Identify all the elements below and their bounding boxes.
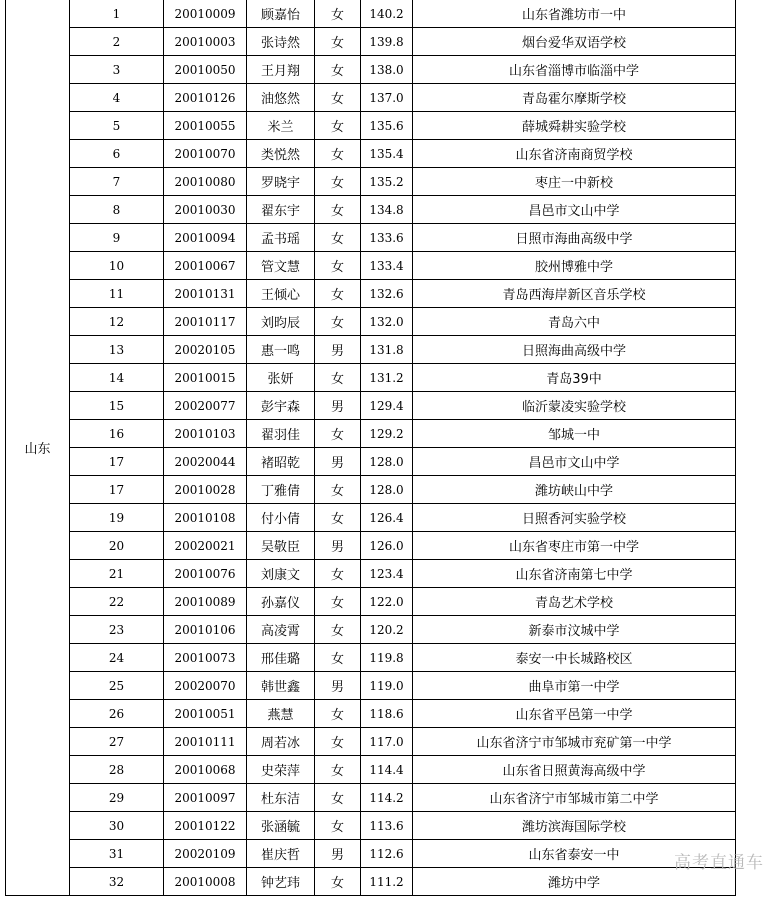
rank-cell: 30 (70, 812, 164, 840)
gender-cell: 女 (315, 784, 361, 812)
table-row (6, 560, 736, 588)
score-cell: 114.2 (361, 784, 413, 812)
gender-cell: 女 (315, 364, 361, 392)
watermark: 高考直通车 (674, 853, 764, 873)
gender-cell: 女 (315, 84, 361, 112)
gender-cell: 女 (315, 504, 361, 532)
table-row (6, 56, 736, 84)
school-cell: 潍坊中学 (413, 868, 736, 896)
table-row (6, 588, 736, 616)
score-cell: 133.6 (361, 224, 413, 252)
table-row (6, 28, 736, 56)
name-cell: 惠一鸣 (247, 336, 315, 364)
gender-cell: 女 (315, 28, 361, 56)
table-row (6, 112, 736, 140)
gender-cell: 女 (315, 588, 361, 616)
school-cell: 山东省平邑第一中学 (413, 700, 736, 728)
gender-cell: 女 (315, 420, 361, 448)
rank-cell: 28 (70, 756, 164, 784)
gender-cell: 女 (315, 224, 361, 252)
gender-cell: 女 (315, 112, 361, 140)
table-row (6, 84, 736, 112)
rank-cell: 26 (70, 700, 164, 728)
score-cell: 138.0 (361, 56, 413, 84)
score-cell: 123.4 (361, 560, 413, 588)
name-cell: 王倾心 (247, 280, 315, 308)
score-cell: 131.2 (361, 364, 413, 392)
score-cell: 119.0 (361, 672, 413, 700)
name-cell: 米兰 (247, 112, 315, 140)
id-cell: 20010094 (164, 224, 247, 252)
score-cell: 139.8 (361, 28, 413, 56)
school-cell: 胶州博雅中学 (413, 252, 736, 280)
name-cell: 张涵毓 (247, 812, 315, 840)
score-cell: 129.2 (361, 420, 413, 448)
score-cell: 119.8 (361, 644, 413, 672)
school-cell: 昌邑市文山中学 (413, 448, 736, 476)
id-cell: 20010108 (164, 504, 247, 532)
table-row (6, 812, 736, 840)
name-cell: 油悠然 (247, 84, 315, 112)
school-cell: 日照市海曲高级中学 (413, 224, 736, 252)
table-body (6, 0, 736, 896)
gender-cell: 女 (315, 168, 361, 196)
school-cell: 烟台爱华双语学校 (413, 28, 736, 56)
table-row (6, 0, 736, 28)
name-cell: 张妍 (247, 364, 315, 392)
table-row (6, 392, 736, 420)
score-cell: 140.2 (361, 0, 413, 28)
school-cell: 青岛西海岸新区音乐学校 (413, 280, 736, 308)
id-cell: 20010076 (164, 560, 247, 588)
name-cell: 刘昀辰 (247, 308, 315, 336)
table-row (6, 420, 736, 448)
rank-cell: 6 (70, 140, 164, 168)
name-cell: 彭宇森 (247, 392, 315, 420)
score-cell: 135.6 (361, 112, 413, 140)
rank-cell: 22 (70, 588, 164, 616)
rank-cell: 9 (70, 224, 164, 252)
score-cell: 122.0 (361, 588, 413, 616)
gender-cell: 男 (315, 532, 361, 560)
table-row (6, 140, 736, 168)
id-cell: 20010126 (164, 84, 247, 112)
gender-cell: 男 (315, 336, 361, 364)
table-row (6, 644, 736, 672)
id-cell: 20010030 (164, 196, 247, 224)
rank-cell: 21 (70, 560, 164, 588)
name-cell: 吴敬臣 (247, 532, 315, 560)
rank-cell: 2 (70, 28, 164, 56)
name-cell: 燕慧 (247, 700, 315, 728)
id-cell: 20010055 (164, 112, 247, 140)
table-row (6, 840, 736, 868)
rank-cell: 8 (70, 196, 164, 224)
id-cell: 20010009 (164, 0, 247, 28)
score-cell: 114.4 (361, 756, 413, 784)
table-row (6, 448, 736, 476)
rank-cell: 12 (70, 308, 164, 336)
school-cell: 昌邑市文山中学 (413, 196, 736, 224)
gender-cell: 男 (315, 392, 361, 420)
gender-cell: 男 (315, 448, 361, 476)
rank-cell: 31 (70, 840, 164, 868)
school-cell: 山东省泰安一中 (413, 840, 736, 868)
rank-cell: 1 (70, 0, 164, 28)
name-cell: 史荣萍 (247, 756, 315, 784)
name-cell: 管文慧 (247, 252, 315, 280)
school-cell: 山东省枣庄市第一中学 (413, 532, 736, 560)
gender-cell: 女 (315, 0, 361, 28)
rank-cell: 23 (70, 616, 164, 644)
rank-cell: 11 (70, 280, 164, 308)
table-row (6, 504, 736, 532)
name-cell: 王月翔 (247, 56, 315, 84)
table-row (6, 784, 736, 812)
rank-cell: 7 (70, 168, 164, 196)
school-cell: 临沂蒙凌实验学校 (413, 392, 736, 420)
school-cell: 薛城舜耕实验学校 (413, 112, 736, 140)
school-cell: 邹城一中 (413, 420, 736, 448)
school-cell: 青岛艺术学校 (413, 588, 736, 616)
id-cell: 20010051 (164, 700, 247, 728)
table-row (6, 700, 736, 728)
id-cell: 20010117 (164, 308, 247, 336)
id-cell: 20020021 (164, 532, 247, 560)
score-cell: 133.4 (361, 252, 413, 280)
rank-cell: 15 (70, 392, 164, 420)
name-cell: 张诗然 (247, 28, 315, 56)
gender-cell: 女 (315, 196, 361, 224)
school-cell: 山东省济南第七中学 (413, 560, 736, 588)
name-cell: 丁雅倩 (247, 476, 315, 504)
school-cell: 青岛39中 (413, 364, 736, 392)
gender-cell: 女 (315, 812, 361, 840)
score-cell: 134.8 (361, 196, 413, 224)
id-cell: 20010097 (164, 784, 247, 812)
score-cell: 131.8 (361, 336, 413, 364)
id-cell: 20020109 (164, 840, 247, 868)
gender-cell: 女 (315, 476, 361, 504)
rank-cell: 10 (70, 252, 164, 280)
id-cell: 20020077 (164, 392, 247, 420)
gender-cell: 女 (315, 280, 361, 308)
id-cell: 20010073 (164, 644, 247, 672)
table-row (6, 868, 736, 896)
gender-cell: 男 (315, 672, 361, 700)
school-cell: 潍坊峡山中学 (413, 476, 736, 504)
id-cell: 20010103 (164, 420, 247, 448)
table-row (6, 616, 736, 644)
table-row (6, 532, 736, 560)
gender-cell: 女 (315, 560, 361, 588)
table-row (6, 280, 736, 308)
score-cell: 132.0 (361, 308, 413, 336)
school-cell: 山东省济南商贸学校 (413, 140, 736, 168)
gender-cell: 女 (315, 308, 361, 336)
score-cell: 137.0 (361, 84, 413, 112)
school-cell: 山东省淄博市临淄中学 (413, 56, 736, 84)
table-row (6, 196, 736, 224)
score-cell: 128.0 (361, 448, 413, 476)
table-row (6, 336, 736, 364)
school-cell: 泰安一中长城路校区 (413, 644, 736, 672)
score-table (5, 0, 736, 896)
name-cell: 邢佳璐 (247, 644, 315, 672)
id-cell: 20010067 (164, 252, 247, 280)
gender-cell: 女 (315, 700, 361, 728)
id-cell: 20020044 (164, 448, 247, 476)
table-row (6, 168, 736, 196)
rank-cell: 19 (70, 504, 164, 532)
id-cell: 20010080 (164, 168, 247, 196)
table-row (6, 728, 736, 756)
school-cell: 日照香河实验学校 (413, 504, 736, 532)
table-row (6, 308, 736, 336)
rank-cell: 3 (70, 56, 164, 84)
name-cell: 孙嘉仪 (247, 588, 315, 616)
name-cell: 付小倩 (247, 504, 315, 532)
id-cell: 20010070 (164, 140, 247, 168)
name-cell: 孟书瑶 (247, 224, 315, 252)
rank-cell: 29 (70, 784, 164, 812)
school-cell: 新泰市汶城中学 (413, 616, 736, 644)
score-cell: 126.4 (361, 504, 413, 532)
id-cell: 20020070 (164, 672, 247, 700)
name-cell: 褚昭乾 (247, 448, 315, 476)
school-cell: 潍坊滨海国际学校 (413, 812, 736, 840)
gender-cell: 女 (315, 56, 361, 84)
name-cell: 周若冰 (247, 728, 315, 756)
score-cell: 113.6 (361, 812, 413, 840)
name-cell: 韩世鑫 (247, 672, 315, 700)
table-row (6, 672, 736, 700)
id-cell: 20010106 (164, 616, 247, 644)
id-cell: 20010131 (164, 280, 247, 308)
school-cell: 日照海曲高级中学 (413, 336, 736, 364)
rank-cell: 25 (70, 672, 164, 700)
id-cell: 20020105 (164, 336, 247, 364)
province-cell: 山东 (6, 0, 70, 896)
name-cell: 翟东宇 (247, 196, 315, 224)
gender-cell: 女 (315, 728, 361, 756)
id-cell: 20010068 (164, 756, 247, 784)
score-cell: 132.6 (361, 280, 413, 308)
name-cell: 类悦然 (247, 140, 315, 168)
rank-cell: 32 (70, 868, 164, 896)
rank-cell: 13 (70, 336, 164, 364)
id-cell: 20010028 (164, 476, 247, 504)
name-cell: 刘康文 (247, 560, 315, 588)
score-cell: 129.4 (361, 392, 413, 420)
gender-cell: 女 (315, 868, 361, 896)
rank-cell: 20 (70, 532, 164, 560)
school-cell: 山东省济宁市邹城市兖矿第一中学 (413, 728, 736, 756)
rank-cell: 4 (70, 84, 164, 112)
name-cell: 罗晓宇 (247, 168, 315, 196)
school-cell: 山东省日照黄海高级中学 (413, 756, 736, 784)
school-cell: 山东省济宁市邹城市第二中学 (413, 784, 736, 812)
score-cell: 135.4 (361, 140, 413, 168)
rank-cell: 5 (70, 112, 164, 140)
id-cell: 20010111 (164, 728, 247, 756)
school-cell: 青岛霍尔摩斯学校 (413, 84, 736, 112)
id-cell: 20010015 (164, 364, 247, 392)
gender-cell: 女 (315, 252, 361, 280)
name-cell: 杜东洁 (247, 784, 315, 812)
school-cell: 枣庄一中新校 (413, 168, 736, 196)
table-row (6, 252, 736, 280)
table-row (6, 364, 736, 392)
name-cell: 高凌霄 (247, 616, 315, 644)
score-cell: 128.0 (361, 476, 413, 504)
gender-cell: 女 (315, 756, 361, 784)
rank-cell: 14 (70, 364, 164, 392)
rank-cell: 24 (70, 644, 164, 672)
gender-cell: 男 (315, 840, 361, 868)
id-cell: 20010008 (164, 868, 247, 896)
table-row (6, 756, 736, 784)
rank-cell: 17 (70, 448, 164, 476)
table-row (6, 476, 736, 504)
id-cell: 20010003 (164, 28, 247, 56)
id-cell: 20010089 (164, 588, 247, 616)
rank-cell: 27 (70, 728, 164, 756)
school-cell: 曲阜市第一中学 (413, 672, 736, 700)
school-cell: 山东省潍坊市一中 (413, 0, 736, 28)
score-cell: 118.6 (361, 700, 413, 728)
name-cell: 钟艺玮 (247, 868, 315, 896)
name-cell: 顾嘉怡 (247, 0, 315, 28)
score-cell: 111.2 (361, 868, 413, 896)
score-cell: 112.6 (361, 840, 413, 868)
score-cell: 135.2 (361, 168, 413, 196)
rank-cell: 16 (70, 420, 164, 448)
school-cell: 青岛六中 (413, 308, 736, 336)
score-cell: 117.0 (361, 728, 413, 756)
rank-cell: 17 (70, 476, 164, 504)
gender-cell: 女 (315, 140, 361, 168)
gender-cell: 女 (315, 644, 361, 672)
score-cell: 120.2 (361, 616, 413, 644)
table-row (6, 224, 736, 252)
name-cell: 崔庆哲 (247, 840, 315, 868)
gender-cell: 女 (315, 616, 361, 644)
id-cell: 20010122 (164, 812, 247, 840)
score-cell: 126.0 (361, 532, 413, 560)
name-cell: 翟羽佳 (247, 420, 315, 448)
id-cell: 20010050 (164, 56, 247, 84)
